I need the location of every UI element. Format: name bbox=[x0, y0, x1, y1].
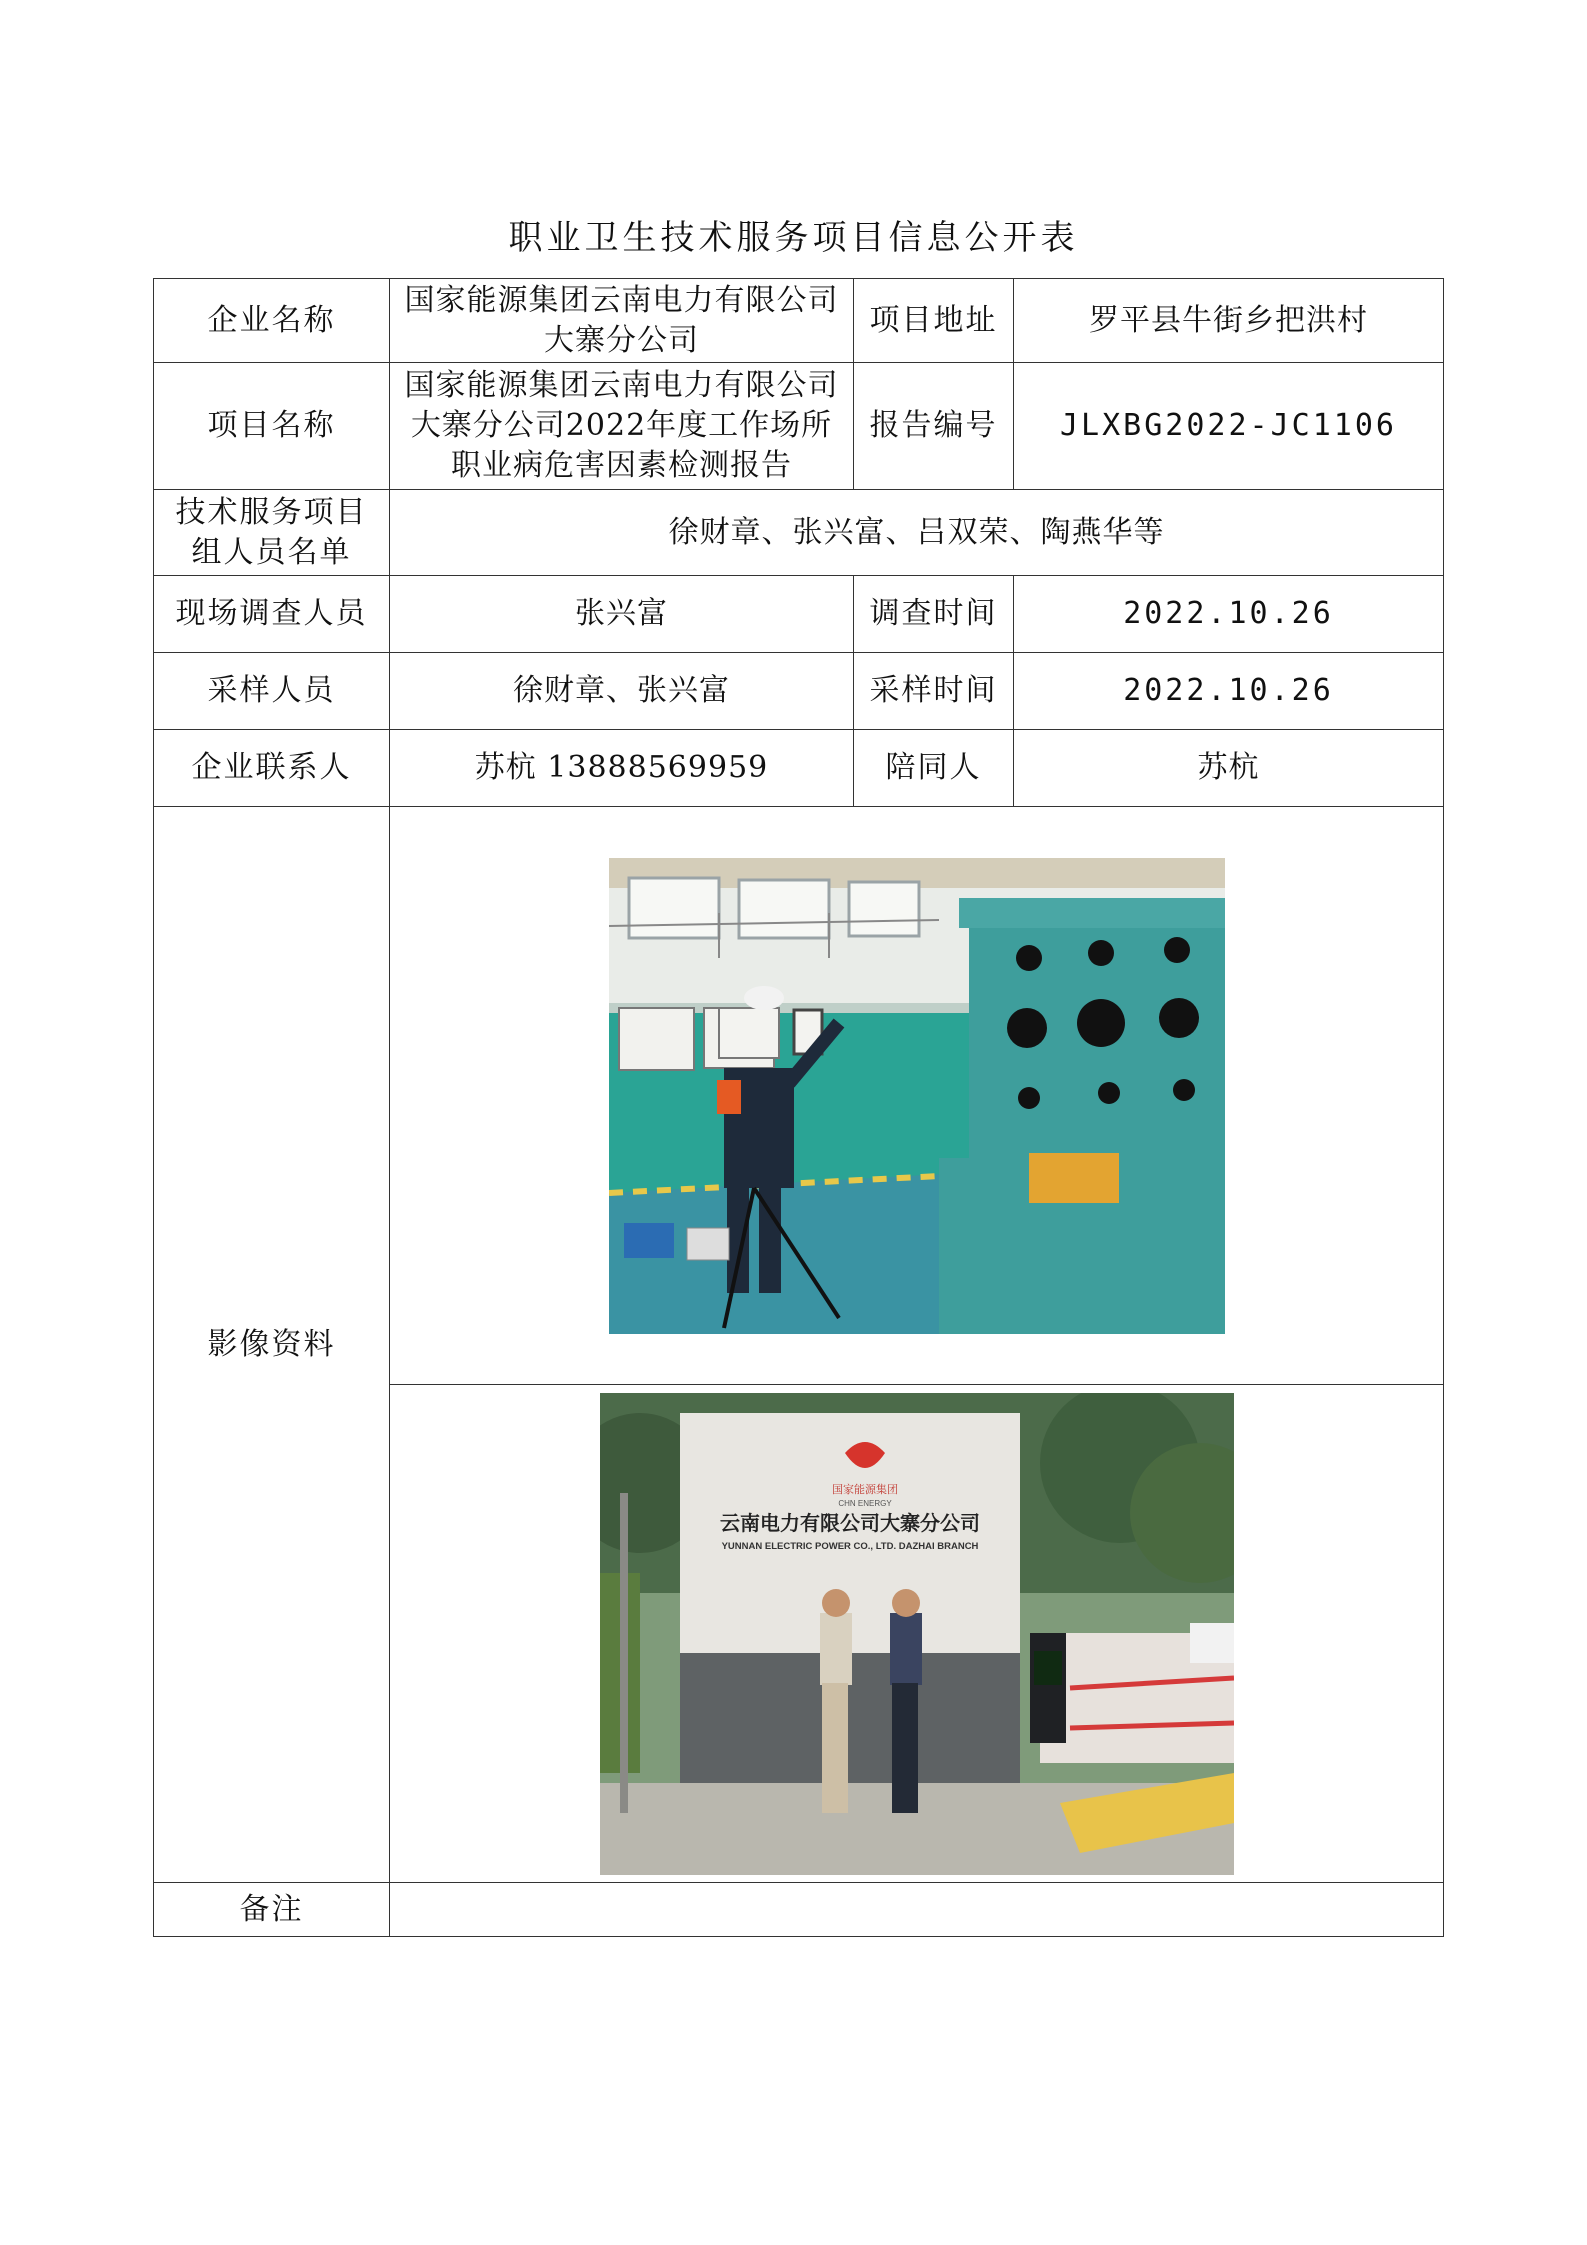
contact-label: 企业联系人 bbox=[154, 730, 390, 807]
report-value: JLXBG2022-JC1106 bbox=[1014, 363, 1444, 490]
row-contact bbox=[154, 730, 1444, 807]
survey-time-value: 2022.10.26 bbox=[1014, 576, 1444, 653]
row-team bbox=[154, 490, 1444, 576]
photo-cell-2 bbox=[390, 1385, 1444, 1883]
sign-en-text: YUNNAN ELECTRIC POWER CO., LTD. DAZHAI BRANCH bbox=[721, 1540, 978, 1552]
sampling-time-label: 采样时间 bbox=[854, 653, 1014, 730]
remarks-value bbox=[390, 1883, 1444, 1937]
address-label: 项目地址 bbox=[854, 279, 1014, 363]
sign-group-text: 国家能源集团 bbox=[831, 1483, 898, 1496]
survey-time-label: 调查时间 bbox=[854, 576, 1014, 653]
sign-cn-text: 云南电力有限公司大寨分公司 bbox=[719, 1510, 980, 1535]
team-value: 徐财章、张兴富、吕双荣、陶燕华等 bbox=[390, 490, 1444, 576]
company-label: 企业名称 bbox=[154, 279, 390, 363]
sampling-staff-value: 徐财章、张兴富 bbox=[390, 653, 854, 730]
escort-label: 陪同人 bbox=[854, 730, 1014, 807]
contact-value: 苏杭 13888569959 bbox=[390, 730, 854, 807]
images-label: 影像资料 bbox=[154, 807, 390, 1883]
address-value: 罗平县牛街乡把洪村 bbox=[1014, 279, 1444, 363]
sign-en-brand-text: CHN ENERGY bbox=[837, 1498, 892, 1508]
sampling-staff-label: 采样人员 bbox=[154, 653, 390, 730]
row-photo-1 bbox=[154, 807, 1444, 1385]
survey-staff-value: 张兴富 bbox=[390, 576, 854, 653]
page-title: 职业卫生技术服务项目信息公开表 bbox=[508, 218, 1079, 258]
photo-turbine-inspection bbox=[609, 858, 1225, 1334]
sampling-time-value: 2022.10.26 bbox=[1014, 653, 1444, 730]
row-survey bbox=[154, 576, 1444, 653]
company-value: 国家能源集团云南电力有限公司大寨分公司 bbox=[390, 279, 854, 363]
project-value: 国家能源集团云南电力有限公司大寨分公司2022年度工作场所职业病危害因素检测报告 bbox=[390, 363, 854, 490]
row-remarks bbox=[154, 1883, 1444, 1937]
photo-cell-1 bbox=[390, 807, 1444, 1385]
remarks-label: 备注 bbox=[154, 1883, 390, 1937]
row-company bbox=[154, 279, 1444, 363]
survey-staff-label: 现场调查人员 bbox=[154, 576, 390, 653]
project-label: 项目名称 bbox=[154, 363, 390, 490]
photo-company-gate bbox=[600, 1393, 1234, 1875]
row-project bbox=[154, 363, 1444, 490]
row-sampling bbox=[154, 653, 1444, 730]
team-label: 技术服务项目组人员名单 bbox=[154, 490, 390, 576]
info-table bbox=[153, 278, 1444, 1937]
escort-value: 苏杭 bbox=[1014, 730, 1444, 807]
report-label: 报告编号 bbox=[854, 363, 1014, 490]
